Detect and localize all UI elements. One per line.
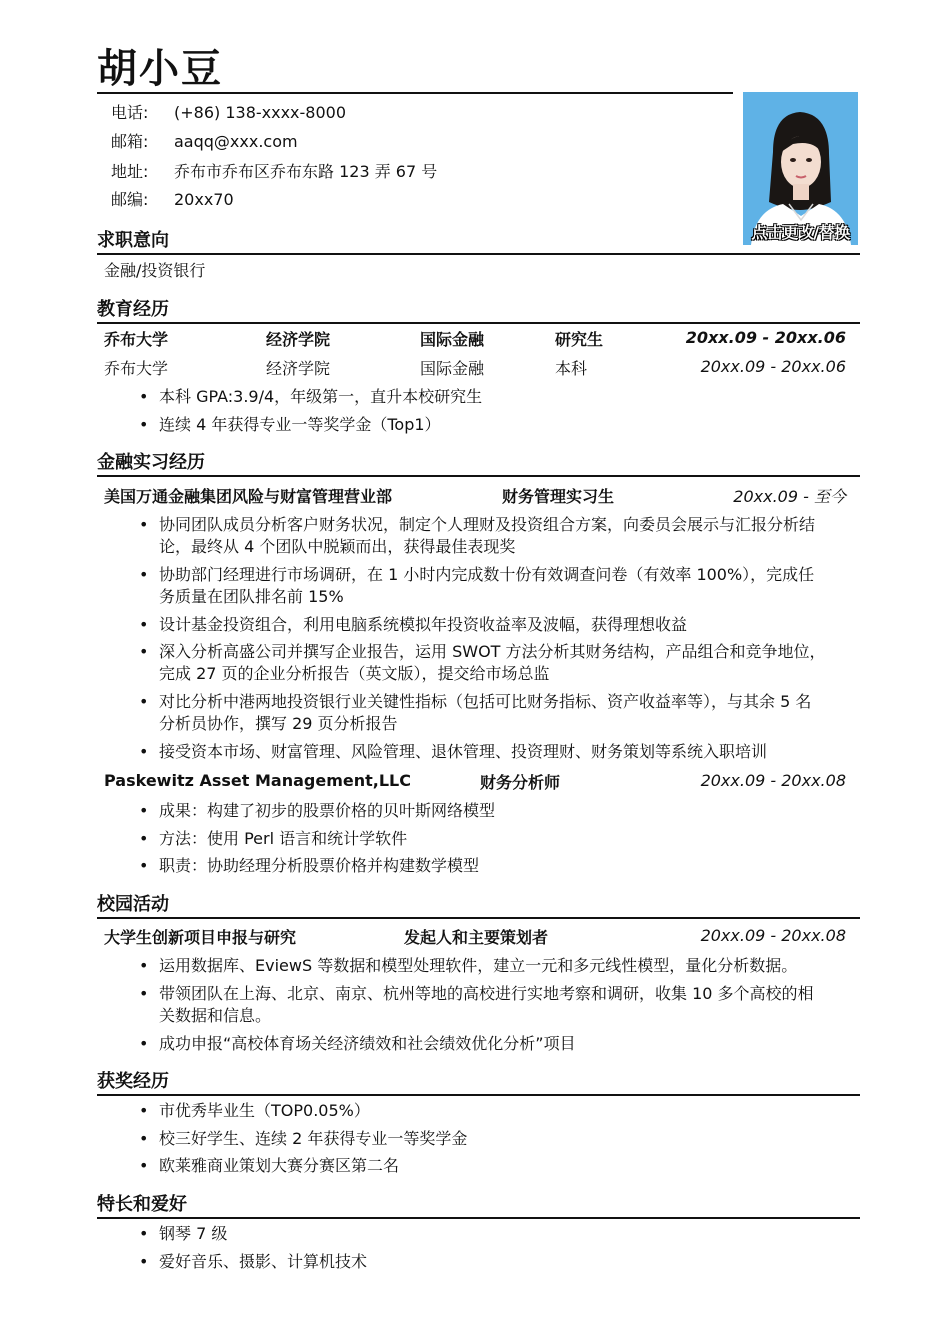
bullet-glyph: • <box>139 1252 149 1271</box>
list-item-text: 运用数据库、EviewS 等数据和模型处理软件，建立一元和多元线性模型，量化分析数据。 <box>159 956 798 975</box>
phone-value: (+86) 138-xxxx-8000 <box>174 103 347 122</box>
section-title-awards: 获奖经历 <box>97 1071 169 1092</box>
list-item <box>139 800 859 822</box>
bullet-glyph: • <box>139 829 149 848</box>
bullet-glyph: • <box>139 1101 149 1120</box>
activity-project: 大学生创新项目申报与研究 <box>104 928 297 947</box>
edu-college: 经济学院 <box>266 330 331 349</box>
bullet-glyph: • <box>139 565 149 584</box>
section-divider <box>97 322 860 324</box>
job-date: 20xx.09 - 20xx.08 <box>700 771 846 790</box>
list-item-text: 本科 GPA:3.9/4，年级第一，直升本校研究生 <box>159 387 483 406</box>
list-item-text: 爱好音乐、摄影、计算机技术 <box>159 1252 368 1271</box>
bullet-glyph: • <box>139 1034 149 1053</box>
list-item-text: 连续 4 年获得专业一等奖学金（Top1） <box>159 415 441 434</box>
list-item <box>139 855 859 877</box>
section-title-education: 教育经历 <box>97 299 169 320</box>
list-item-text: 协同团队成员分析客户财务状况，制定个人理财及投资组合方案，向委员会展示与汇报分析结 论，最终从 4 个团队中脱颖而出，获得最佳表现奖 <box>159 515 816 556</box>
edu-degree: 本科 <box>555 359 588 378</box>
section-title-hobbies: 特长和爱好 <box>97 1194 187 1215</box>
section-title-internship: 金融实习经历 <box>97 452 205 473</box>
list-item <box>139 614 859 636</box>
activity-date: 20xx.09 - 20xx.08 <box>700 926 846 945</box>
edu-college: 经济学院 <box>266 359 331 378</box>
list-item-text: 带领团队在上海、北京、南京、杭州等地的高校进行实地考察和调研，收集 10 多个高校的相 关数据和信息。 <box>159 984 814 1025</box>
objective-text: 金融/投资银行 <box>104 261 206 280</box>
bullet-glyph: • <box>139 692 149 711</box>
list-item <box>139 1223 859 1245</box>
list-item <box>139 1100 859 1122</box>
list-item <box>139 1128 859 1150</box>
profile-photo[interactable] <box>743 92 858 245</box>
edu-school: 乔布大学 <box>104 330 169 349</box>
list-item-text: 方法：使用 Perl 语言和统计学软件 <box>159 829 408 848</box>
list-item <box>139 1033 859 1055</box>
list-item <box>139 414 859 436</box>
edu-date: 20xx.09 - 20xx.06 <box>700 357 846 376</box>
list-item-text: 接受资本市场、财富管理、风险管理、退休管理、投资理财、财务策划等系统入职培训 <box>159 742 768 761</box>
list-item <box>139 1251 859 1273</box>
section-divider <box>97 253 860 255</box>
list-item-text: 校三好学生、连续 2 年获得专业一等奖学金 <box>159 1129 468 1148</box>
list-item <box>139 1155 859 1177</box>
section-divider <box>97 1094 860 1096</box>
photo-replace-caption[interactable]: 点击更改/替换 <box>751 223 850 242</box>
list-item <box>139 741 859 763</box>
list-item-text: 职责：协助经理分析股票价格并构建数学模型 <box>159 856 480 875</box>
list-item-text: 设计基金投资组合，利用电脑系统模拟年投资收益率及波幅，获得理想收益 <box>159 615 688 634</box>
bullet-glyph: • <box>139 387 149 406</box>
edu-date: 20xx.09 - 20xx.06 <box>685 328 846 347</box>
section-divider <box>97 1217 860 1219</box>
job-company: Paskewitz Asset Management,LLC <box>104 771 411 790</box>
bullet-glyph: • <box>139 1129 149 1148</box>
activity-role: 发起人和主要策划者 <box>404 928 549 947</box>
postcode-value: 20xx70 <box>174 190 234 209</box>
edu-degree: 研究生 <box>555 330 604 349</box>
list-item <box>139 691 859 735</box>
list-item-text: 深入分析高盛公司并撰写企业报告，运用 SWOT 方法分析其财务结构，产品组合和竞争地位， 完成 27 页的企业分析报告（英文版），提交给市场总监 <box>159 642 826 683</box>
section-divider <box>97 475 860 477</box>
bullet-glyph: • <box>139 801 149 820</box>
list-item <box>139 564 859 608</box>
list-item-text: 钢琴 7 级 <box>159 1224 228 1243</box>
contact-phone <box>111 102 346 124</box>
list-item <box>139 641 859 685</box>
bullet-glyph: • <box>139 642 149 661</box>
edu-school: 乔布大学 <box>104 359 169 378</box>
job-date: 20xx.09 - 至今 <box>733 487 846 506</box>
bullet-glyph: • <box>139 984 149 1003</box>
candidate-name: 胡小豆 <box>97 46 223 92</box>
list-item-text: 市优秀毕业生（TOP0.05%） <box>159 1101 370 1120</box>
edu-major: 国际金融 <box>420 359 485 378</box>
bullet-glyph: • <box>139 515 149 534</box>
bullet-glyph: • <box>139 1156 149 1175</box>
list-item-text: 协助部门经理进行市场调研，在 1 小时内完成数十份有效调查问卷（有效率 100%），完成任 务质量在团队排名前 15% <box>159 565 815 606</box>
bullet-glyph: • <box>139 1224 149 1243</box>
bullet-glyph: • <box>139 742 149 761</box>
contact-email <box>111 131 298 153</box>
section-title-campus: 校园活动 <box>97 894 169 915</box>
bullet-glyph: • <box>139 615 149 634</box>
bullet-glyph: • <box>139 956 149 975</box>
list-item-text: 对比分析中港两地投资银行业关键性指标（包括可比财务指标、资产收益率等），与其余 5 名 分析员协作，撰写 29 页分析报告 <box>159 692 812 733</box>
list-item <box>139 955 859 977</box>
list-item-text: 欧莱雅商业策划大赛分赛区第二名 <box>159 1156 400 1175</box>
job-role: 财务管理实习生 <box>502 487 615 506</box>
bullet-glyph: • <box>139 856 149 875</box>
edu-major: 国际金融 <box>420 330 485 349</box>
list-item-text: 成功申报“高校体育场关经济绩效和社会绩效优化分析”项目 <box>159 1034 576 1053</box>
contact-address <box>111 161 437 183</box>
section-title-objective: 求职意向 <box>97 230 169 251</box>
list-item <box>139 983 859 1027</box>
email-value: aaqq@xxx.com <box>174 132 298 151</box>
contact-postcode <box>111 189 234 211</box>
postcode-label: 邮编: <box>111 190 149 209</box>
address-value: 乔布市乔布区乔布东路 123 弄 67 号 <box>174 162 438 181</box>
email-label: 邮箱: <box>111 132 149 151</box>
list-item <box>139 386 859 408</box>
list-item <box>139 514 859 558</box>
list-item <box>139 828 859 850</box>
bullet-glyph: • <box>139 415 149 434</box>
address-label: 地址: <box>111 162 149 181</box>
list-item-text: 成果：构建了初步的股票价格的贝叶斯网络模型 <box>159 801 496 820</box>
job-role: 财务分析师 <box>480 773 561 792</box>
name-divider <box>97 92 733 94</box>
job-company: 美国万通金融集团风险与财富管理营业部 <box>104 487 393 506</box>
section-divider <box>97 917 860 919</box>
phone-label: 电话: <box>111 103 149 122</box>
